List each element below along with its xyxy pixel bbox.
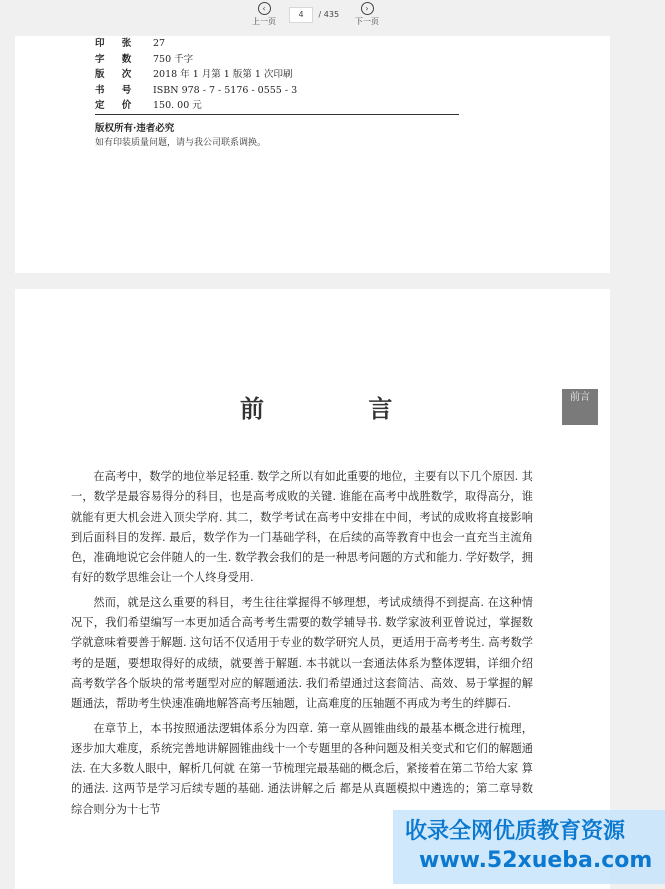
colophon-row (95, 98, 297, 114)
colophon-value: 2018 年 1 月第 1 版第 1 次印刷 (153, 69, 293, 81)
colophon-key: 定 价 (95, 100, 139, 112)
next-page-button[interactable] (347, 2, 387, 27)
chevron-right-icon: › (361, 2, 374, 15)
preface-heading: 前 言 (240, 394, 441, 423)
colophon-value: 750 千字 (153, 53, 194, 65)
colophon-table (95, 36, 297, 114)
chevron-left-icon: ‹ (258, 2, 271, 15)
chapter-side-tab: 前言 (562, 389, 598, 425)
colophon-key: 书 号 (95, 84, 139, 96)
preface-paragraph: 然而，就是这么重要的科目，考生往往掌握得不够理想，考试成绩得不到提高. 在这种情况下，我们希望编写一本更加适合高考考生需要的数学辅导书. 数学家波利亚曾说过，掌握数学就意味着要善于解题. 这句话不仅适用于专业的数学研究人员，更适用于高考考生. 高考数学考的是题，要想取得好的成绩，就要善于解题. 本书就以一套通法体系为整体逻辑，详细介绍高考数学各个版块的常考题型对应的解题通法. 我们希望通过这套简洁、高效、易于掌握的解题通法，帮助考生快速准确地解答高考压轴题，让高难度的压轴题不再成为考生的绊脚石. (71, 595, 533, 711)
colophon-key: 印 张 (95, 38, 139, 49)
colophon-row (95, 83, 297, 99)
total-pages: 435 (323, 10, 340, 19)
pdf-toolbar (0, 0, 665, 36)
colophon-row (95, 36, 297, 52)
preface-paragraph: 在章节上，本书按照通法逻辑体系分为四章. 第一章从圆锥曲线的最基本概念进行梳理，逐步加大难度，系统完善地讲解圆锥曲线十一个专题里的各种问题及相关变式和它们的解题通法. 在大多数人眼中，解析几何就 在第一节梳理完最基础的概念后，紧接着在第二节给大家 算的通法. 这两节是学习后续专题的基础. 通法讲解之后 都是从真题模拟中遴选的；第二章导数综合则分为十七节 (71, 721, 533, 816)
defect-notice: 如有印装质量问题，请与我公司联系调换。 (95, 138, 267, 148)
colophon-key: 字 数 (95, 53, 139, 65)
preface-body (71, 467, 533, 824)
preface-paragraph: 在高考中，数学的地位举足轻重. 数学之所以有如此重要的地位，主要有以下几个原因. 其一，数学是最容易得分的科目，也是高考成败的关键. 谁能在高考中战胜数学，取得高分，谁就能有更大机会进入顶尖学府. 其二，数学考试在高考中安排在中间，考试的成败将直接影响到后面科目的发挥. 最后，数学作为一门基础学科，在后续的高等教育中也会一直充当主流角色，准确地说它会伴随人的一生. 数学教会我们的是一种思考问题的方式和能力. 学好数学，拥有好的数学思维会让一个人终身受用. (71, 470, 533, 585)
next-page-label: 下一页 (355, 17, 379, 26)
watermark-title: 收录全网优质教育资源 (405, 819, 626, 844)
pdf-page-colophon (15, 36, 610, 273)
colophon-value: 150. 00 元 (153, 100, 202, 112)
colophon-row (95, 52, 297, 68)
pdf-page-preface (15, 289, 610, 889)
prev-page-button[interactable] (244, 2, 284, 27)
colophon-key: 版 次 (95, 69, 139, 81)
colophon-value: ISBN 978 - 7 - 5176 - 0555 - 3 (153, 84, 298, 96)
prev-page-label: 上一页 (252, 17, 276, 26)
colophon-divider (95, 114, 459, 115)
watermark-banner (393, 810, 665, 884)
colophon-value: 27 (153, 38, 166, 49)
copyright-notice: 版权所有·违者必究 (95, 123, 175, 134)
colophon-row (95, 67, 297, 83)
page-indicator (289, 7, 339, 23)
current-page-input[interactable]: 4 (289, 7, 313, 23)
watermark-url: www.52xueba.com (419, 848, 653, 873)
page-separator: / (318, 10, 322, 19)
